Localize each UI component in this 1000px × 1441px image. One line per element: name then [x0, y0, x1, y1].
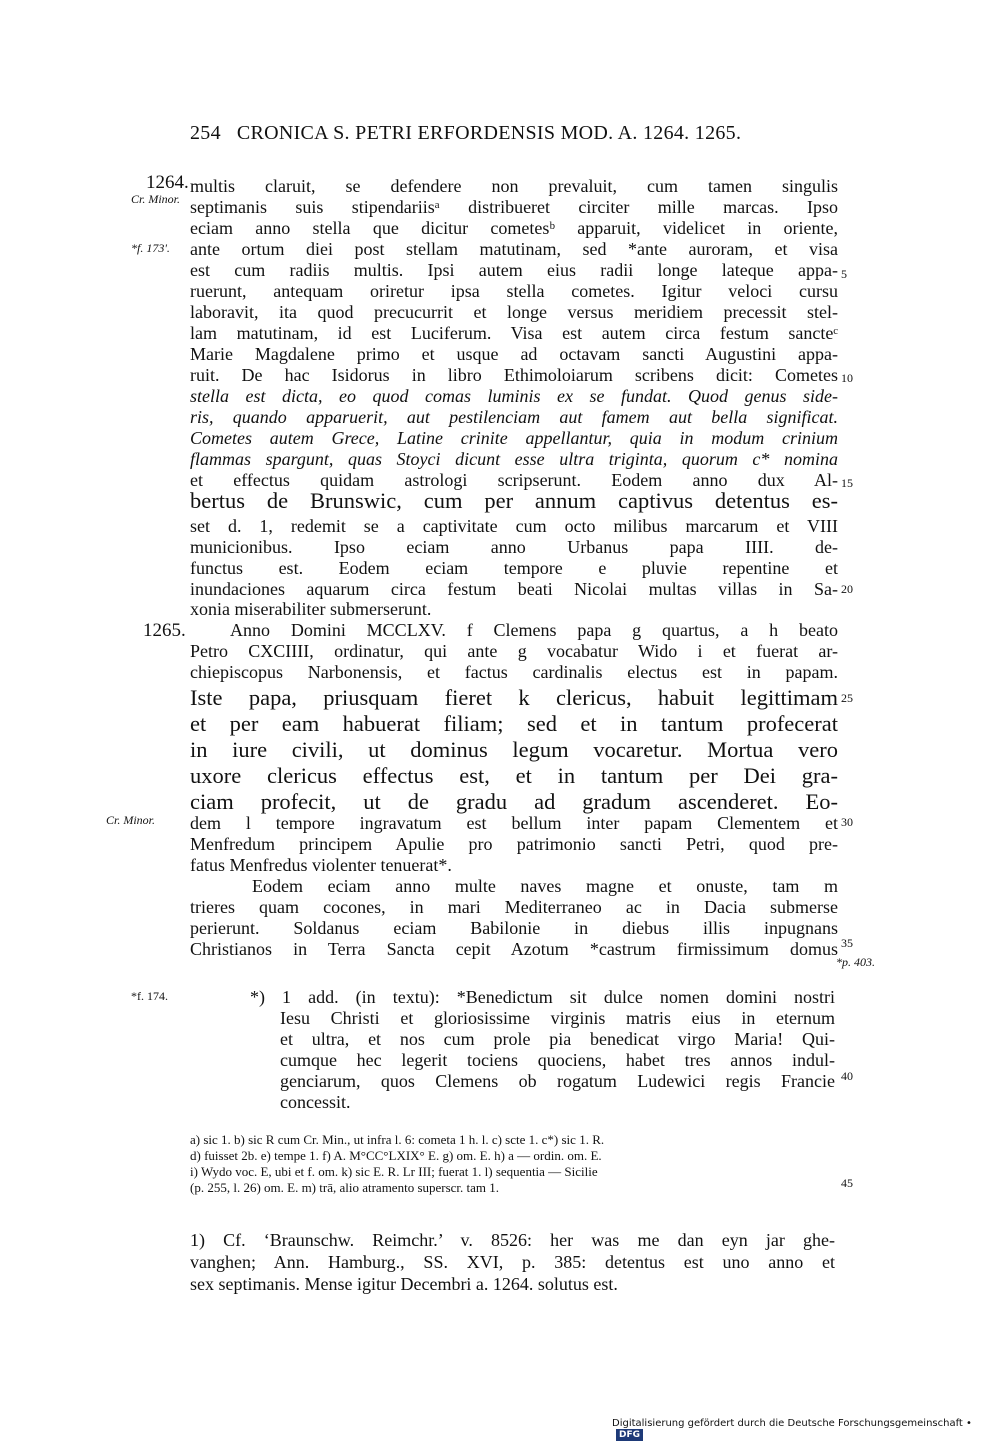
line-number: 25: [841, 691, 853, 705]
text-line: ante ortum diei post stellam matutinam, sed *ante auroram, et visa: [190, 239, 838, 259]
text-line: multis claruit, se defendere non prevaluit, cum tamen singulis: [190, 176, 838, 196]
dfg-logo: DFG: [616, 1429, 643, 1441]
note-line: sex septimanis. Mense igitur Decembri a. 1264. solutus est.: [190, 1274, 618, 1294]
footnote-line: Iesu Christi et gloriosissime virginis matris eius in eternum: [280, 1008, 835, 1028]
text-line: Christianos in Terra Sancta cepit Azotum *castrum firmissimum domus: [190, 939, 838, 959]
text-line: eciam anno stella que dicitur cometesᵇ apparuit, videlicet in oriente,: [190, 218, 838, 238]
text-line: Iste papa, priusquam fieret k clericus, habuit legittimam: [190, 685, 838, 710]
text-line: ruit. De hac Isidorus in libro Ethimoloiarum scribens dicit: Cometes: [190, 365, 838, 385]
apparatus-line: (p. 255, l. 26) om. E. m) trā, alio atramento superscr. tam 1.: [190, 1180, 500, 1195]
apparatus-line: d) fuisset 2b. e) tempe 1. f) A. M°CC°LXIX° E. g) om. E. h) a — ordin. om. E.: [190, 1148, 602, 1163]
text-line: fatus Menfredus violenter tenuerat*.: [190, 855, 452, 875]
text-line: Eodem eciam anno multe naves magne et onuste, tam m: [252, 876, 838, 896]
text-line: septimanis suis stipendariisᵃ distribueret circiter mille marcas. Ipso: [190, 197, 838, 217]
text-line: xonia miserabiliter submerserunt.: [190, 599, 432, 619]
text-line: laboravit, ita quod precucurrit et longe versus meridiem precessit stel-: [190, 302, 838, 322]
text-line: ruerunt, antequam oriretur ipsa stella cometes. Igitur veloci cursu: [190, 281, 838, 301]
text-line: dem l tempore ingravatum est bellum inter papam Clementem et: [190, 813, 838, 833]
line-number: 45: [841, 1176, 853, 1190]
footnote-line: genciarum, quos Clemens ob rogatum Ludewici regis Francie: [280, 1071, 835, 1091]
text-line: et effectus quidam astrologi scripserunt. Eodem anno dux Al-: [190, 470, 838, 490]
text-line: inundaciones aquarum circa festum beati Nicolai multas villas in Sa-: [190, 579, 838, 599]
text-line: chiepiscopus Narbonensis, et factus cardinalis electus est in papam.: [190, 662, 838, 682]
line-number: 20: [841, 582, 853, 596]
margin-source-cr-minor-2: Cr. Minor.: [106, 813, 156, 827]
text-line: est cum radiis multis. Ipsi autem eius radii longe lateque appa-: [190, 260, 838, 280]
text-line: trieres quam cocones, in mari Mediterraneo ac in Dacia submerse: [190, 897, 838, 917]
line-number: 40: [841, 1069, 853, 1083]
text-line-quote: stella est dicta, eo quod comas luminis ex se fundat. Quod genus side-: [190, 386, 838, 406]
footnote-line: cumque hec legerit tociens quociens, habet tres annos indul-: [280, 1050, 835, 1070]
margin-folio-173: *f. 173'.: [131, 241, 170, 255]
note-line: 1) Cf. ‘Braunschw. Reimchr.’ v. 8526: her was me dan eyn jar ghe-: [190, 1230, 835, 1250]
text-line: perierunt. Soldanus eciam Babilonie in diebus illis inpugnans: [190, 918, 838, 938]
page-number: 254: [190, 122, 221, 144]
note-line: vanghen; Ann. Hamburg., SS. XVI, p. 385: detentus est uno anno et: [190, 1252, 835, 1272]
text-line: Menfredum principem Apulie pro patrimonio sancti Petri, quod pre-: [190, 834, 838, 854]
text-line: Anno Domini MCCLXV. f Clemens papa g quartus, a h beato: [230, 620, 838, 640]
text-line: et per eam habuerat filiam; sed et in tantum profecerat: [190, 711, 838, 736]
text-line-quote: flammas spargunt, quas Stoyci dicunt esse ultra triginta, quorum c* nomina: [190, 449, 838, 469]
text-line: Petro CXCIIII, ordinatur, qui ante g vocabatur Wido i et fuerat ar-: [190, 641, 838, 661]
text-line: ciam profecit, ut de gradu ad gradum ascenderet. Eo-: [190, 789, 838, 814]
running-title: CRONICA S. PETRI ERFORDENSIS MOD. A. 1264. 1265.: [236, 122, 742, 144]
line-number: 30: [841, 815, 853, 829]
margin-page-ref: *p. 403.: [836, 955, 875, 969]
text-line: Marie Magdalene primo et usque ad octavam sancti Augustini appa-: [190, 344, 838, 364]
margin-year-1265: 1265.: [143, 620, 186, 641]
margin-folio-174: *f. 174.: [131, 989, 168, 1003]
text-line: functus est. Eodem eciam tempore e pluvie repentine et: [190, 558, 838, 578]
apparatus-line: i) Wydo voc. E, ubi et f. om. k) sic E. R. Lr III; fuerat 1. l) sequentia — Sicilie: [190, 1164, 598, 1179]
text-line-quote: Cometes autem Grece, Latine crinite appellantur, quia in modum crinium: [190, 428, 838, 448]
text-line-quote: ris, quando apparuerit, aut pestilenciam aut famem aut bella significat.: [190, 407, 838, 427]
apparatus-line: a) sic 1. b) sic R cum Cr. Min., ut infra l. 6: cometa 1 h. l. c) scte 1. c*) sic 1. R.: [190, 1132, 605, 1147]
footnote-line: concessit.: [280, 1092, 351, 1112]
running-header: [190, 122, 741, 145]
text-line: set d. 1, redemit se a captivitate cum octo milibus marcarum et VIII: [190, 516, 838, 536]
line-number: 35: [841, 936, 853, 950]
footnote-line: et ultra, et nos cum prole pia benedicat virgo Maria! Qui-: [280, 1029, 835, 1049]
line-number: 5: [841, 267, 847, 281]
margin-year-1264: 1264.: [146, 172, 189, 193]
line-number: 10: [841, 371, 853, 385]
text-line: bertus de Brunswic, cum per annum captivus detentus es-: [190, 488, 838, 513]
digitization-footer: [612, 1418, 1000, 1441]
text-line: municionibus. Ipso eciam anno Urbanus papa IIII. de-: [190, 537, 838, 557]
text-line: lam matutinam, id est Luciferum. Visa est autem circa festum sancteᶜ: [190, 323, 838, 343]
footer-text: Digitalisierung gefördert durch die Deutsche Forschungsgemeinschaft •: [612, 1418, 972, 1429]
line-number: 15: [841, 476, 853, 490]
text-line: in iure civili, ut dominus legum vocaretur. Mortua vero: [190, 737, 838, 762]
footnote-line: *) 1 add. (in textu): *Benedictum sit dulce nomen domini nostri: [250, 987, 835, 1007]
margin-source-cr-minor: Cr. Minor.: [131, 192, 181, 206]
text-line: uxore clericus effectus est, et in tantum per Dei gra-: [190, 763, 838, 788]
